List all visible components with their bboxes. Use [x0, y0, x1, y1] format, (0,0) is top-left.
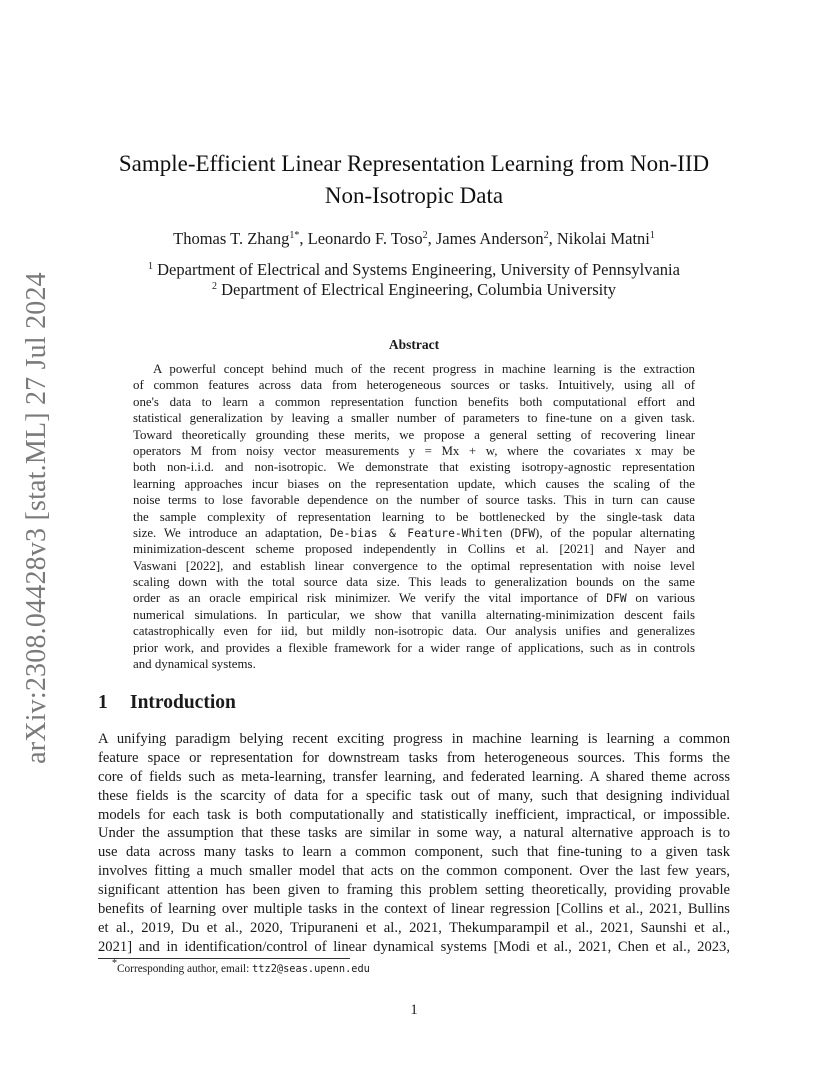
abstract-line: both non-i.i.d. and non-isotropic. We demonstrate that existing isotropy-agnostic representation: [133, 460, 695, 475]
abstract-line: and dynamical systems.: [133, 657, 256, 672]
title-line: Non-Isotropic Data: [324, 183, 504, 208]
author-affil-mark: 1: [649, 230, 655, 241]
author-name: Leonardo F. Toso: [307, 229, 423, 248]
abstract-body: [133, 361, 695, 672]
abstract-line: order as an oracle empirical risk minimizer. We verify the vital importance of DFW on various: [133, 591, 695, 606]
abstract-line: noise terms to lose favorable dependence on the number of source tasks. This in turn can cause: [133, 493, 695, 508]
intro-line: models for each task is both computationally and statistically inefficient, impractical, or impossible.: [98, 806, 730, 823]
author-name: Nikolai Matni: [556, 229, 650, 248]
arxiv-sidebar: [14, 272, 60, 764]
affil-text: Department of Electrical and Systems Engineering, University of Pennsylvania: [157, 260, 680, 279]
intro-line: et al., 2019, Du et al., 2020, Tripuraneni et al., 2021, Thekumparampil et al., 2021, Saunshi et al.,: [98, 919, 730, 936]
abstract-heading: Abstract: [388, 337, 440, 352]
footnote-text: Corresponding author, email:: [117, 963, 253, 975]
author-affil-mark: 1*: [289, 230, 300, 241]
abstract-line: size. We introduce an adaptation, De-bias & Feature-Whiten (DFW), of the popular alternating: [133, 525, 695, 540]
intro-line: Under the assumption that these tasks are similar in some way, a natural alternative approach is to: [98, 825, 730, 842]
affiliation: [98, 260, 730, 280]
intro-line: use data across many tasks to learn a common component, such that fine-tuning to a given task: [98, 844, 730, 861]
section-number: 1: [98, 692, 108, 713]
intro-line: feature space or representation for downstream tasks from heterogeneous sources. This forms the: [98, 749, 730, 766]
intro-line: core of fields such as meta-learning, transfer learning, and federated learning. A shared theme across: [98, 768, 730, 785]
abstract-line: statistical generalization by leaving a smaller number of parameters to fine-tune on a given task.: [133, 411, 695, 426]
author-name: James Anderson: [435, 229, 544, 248]
affil-mark: 2: [211, 281, 217, 292]
author-affil-mark: 2: [422, 230, 428, 241]
section-heading: [98, 692, 236, 714]
section-title: Introduction: [130, 692, 236, 713]
intro-line: benefits of learning over multiple tasks in the context of linear regression [Collins et al., 2021, Bullins: [98, 901, 730, 918]
abstract-line: prior work, and provides a flexible framework for a wider range of applications, such as in controls: [133, 640, 695, 655]
intro-paragraph: [98, 730, 730, 957]
abstract-line: one's data to learn a common representation function benefits both computational effort and: [133, 394, 695, 409]
intro-line: 2021] and in identification/control of linear dynamical systems [Modi et al., 2021, Chen et al., 2023,: [98, 938, 730, 955]
abstract-line: A powerful concept behind much of the recent progress in machine learning is the extraction: [153, 362, 695, 376]
footnote-mark: *: [112, 958, 117, 969]
intro-line: involves fitting a much smaller model that acts on the common component. Over the last few years,: [98, 863, 730, 880]
intro-line: these fields is the scarcity of data for a specific task out of many, such that designing individual: [98, 787, 730, 804]
affil-text: Department of Electrical Engineering, Columbia University: [221, 280, 617, 299]
author-list: Thomas T. Zhang$^{1*}$, Leonardo F. Toso$^2$, James Anderson$^2$, Nikolai Matni$^1$: [173, 229, 655, 248]
intro-line: A unifying paradigm belying recent exciting progress in machine learning is learning a common: [98, 731, 730, 747]
affil-mark: 1: [148, 261, 154, 272]
abstract-line: learning approaches incur biases on the representation update, which causes the scaling of the: [133, 476, 695, 491]
abstract-line: the sample complexity of representation learning to be bottlenecked by the single-task data: [133, 509, 695, 524]
paper-title: [98, 148, 730, 212]
abstract-line: scaling down with the total source data size. This leads to generalization bounds on the same: [133, 575, 695, 590]
author-affil-mark: 2: [543, 230, 549, 241]
footnote-email[interactable]: ttz2@seas.upenn.edu: [252, 963, 370, 975]
abstract-line: numerical simulations. In particular, we show that vanilla alternating-minimization descent fails: [133, 607, 695, 622]
intro-line: significant attention has been given to framing this problem setting theoretically, providing provable: [98, 882, 730, 899]
title-line: Sample-Efficient Linear Representation Learning from Non-IID: [118, 151, 710, 176]
abstract-line: of common features across data from heterogeneous sources or tasks. Intuitively, using all of: [133, 378, 695, 393]
abstract-line: operators M from noisy vector measurements y = Mx + w, where the covariates x may be: [133, 443, 695, 458]
author-name: Thomas T. Zhang: [173, 229, 290, 248]
page-number: 1: [410, 1002, 418, 1018]
footnote: [112, 958, 370, 975]
abstract-line: catastrophically even for iid, but mildly non-isotropic data. Our analysis unifies and generalizes: [133, 624, 695, 639]
affiliation: [98, 280, 730, 300]
abstract-line: Vaswani [2022], and establish linear convergence to the optimal representation with noise level: [133, 558, 695, 573]
arxiv-identifier: arXiv:2308.04428v3 [stat.ML] 27 Jul 2024: [21, 272, 52, 764]
abstract-line: minimization-descent scheme proposed independently in Collins et al. [2021] and Nayer and: [133, 542, 695, 557]
affiliations: [98, 260, 730, 300]
abstract-line: Toward theoretically grounding these merits, we propose a general setting of recovering linear: [133, 427, 695, 442]
footnote-rule: [98, 958, 350, 959]
